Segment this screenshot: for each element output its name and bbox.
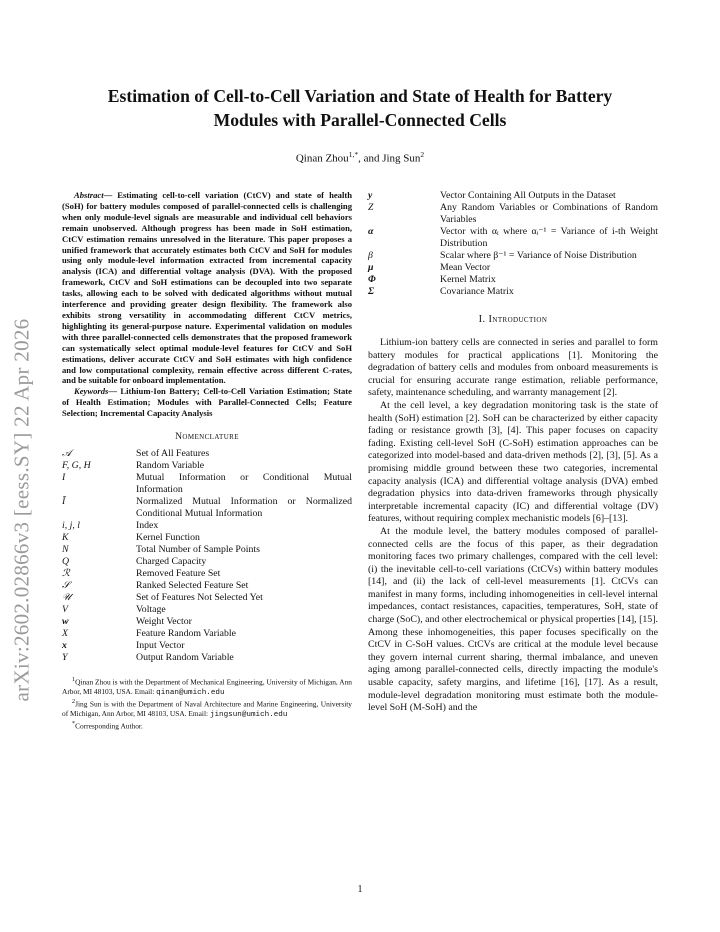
nomenclature-symbol: Y [62, 652, 68, 664]
author-2-sup: 2 [420, 150, 425, 159]
author-2: Jing Sun [382, 152, 421, 165]
nomenclature-description: Normalized Mutual Information or Normalized Conditional Mutual Information [136, 496, 352, 520]
nomenclature-description: Kernel Matrix [440, 274, 496, 285]
nomenclature-description: Index [136, 520, 159, 532]
nomenclature-description: Scalar where β⁻¹ = Variance of Noise Distribution [440, 250, 637, 261]
author-1: Qinan Zhou [295, 152, 349, 165]
nomenclature-table-left [62, 448, 352, 664]
nomenclature-row [368, 286, 658, 298]
nomenclature-description: Kernel Function [136, 532, 200, 544]
nomenclature-row [62, 472, 352, 496]
nomenclature-row [62, 640, 352, 652]
nomenclature-row [62, 580, 352, 592]
nomenclature-symbol: Σ [368, 286, 375, 297]
nomenclature-symbol: 𝒰 [62, 592, 71, 604]
nomenclature-description: Weight Vector [136, 616, 192, 628]
intro-paragraph-1: Lithium-ion battery cells are connected in series and parallel to form battery modules for practical applications [1]. Monitoring the degradation of battery cells and modules from onboard measurements is crucial for ensuring accurate range estimation, reliable performance, safety, maintenance scheduling, and warranty management [2]. [368, 337, 658, 399]
nomenclature-row [62, 520, 352, 532]
nomenclature-row [368, 190, 658, 202]
author-line [70, 150, 650, 165]
nomenclature-symbol: w [62, 616, 69, 628]
nomenclature-symbol: 𝒮 [62, 580, 70, 592]
footnote-2-email[interactable]: jingsun@umich.edu [209, 710, 288, 719]
footnote-2-text: Jing Sun is with the Department of Naval Architecture and Marine Engineering, University of Michigan, Ann Arbor, MI 48103, USA. Email: [62, 699, 352, 718]
nomenclature-row [62, 568, 352, 580]
introduction-heading: I. Introduction [478, 314, 548, 325]
nomenclature-symbol: α [368, 226, 374, 237]
nomenclature-row [368, 274, 658, 286]
nomenclature-row [62, 616, 352, 628]
nomenclature-description: Charged Capacity [136, 556, 207, 568]
nomenclature-symbol: Φ [368, 274, 376, 285]
nomenclature-row [368, 202, 658, 226]
arxiv-stamp [2, 300, 42, 720]
nomenclature-row [62, 460, 352, 472]
footnote-2 [62, 698, 352, 720]
keywords-text: — Lithium-Ion Battery; Cell-to-Cell Variation Estimation; State of Health Estimation; Modules with Parallel-Connected Cells; Feature Selection; Incremental Capacity Analysis [62, 386, 352, 419]
footnote-1-text: Qinan Zhou is with the Department of Mechanical Engineering, University of Michigan, Ann Arbor, MI 48103, USA. Email: [62, 677, 352, 696]
right-column [368, 190, 658, 715]
nomenclature-description: Random Variable [136, 460, 205, 472]
nomenclature-row [62, 532, 352, 544]
nomenclature-description: Vector with αᵢ where αᵢ⁻¹ = Variance of i-th Weight Distribution [440, 226, 658, 249]
nomenclature-row [62, 496, 352, 520]
abstract-label: Abstract [74, 190, 104, 200]
nomenclature-symbol: i, j, l [62, 520, 80, 532]
nomenclature-symbol: μ [368, 262, 374, 273]
keywords [62, 386, 352, 419]
arxiv-stamp-text: arXiv:2602.02866v3 [eess.SY] 22 Apr 2026 [9, 318, 34, 702]
nomenclature-symbol: Q [62, 556, 70, 568]
nomenclature-heading: Nomenclature [175, 431, 239, 443]
keywords-label: Keywords [74, 386, 109, 397]
nomenclature-symbol: Z [368, 202, 374, 213]
author-1-sup: 1,* [348, 150, 359, 159]
footnote-3 [62, 720, 352, 731]
nomenclature-description: Set of Features Not Selected Yet [136, 592, 263, 604]
nomenclature-description: Vector Containing All Outputs in the Dataset [440, 190, 616, 201]
title-line-1: Estimation of Cell-to-Cell Variation and State of Health for Battery [107, 86, 613, 106]
nomenclature-symbol: X [62, 628, 68, 640]
nomenclature-symbol: V [62, 604, 68, 616]
nomenclature-row [368, 226, 658, 250]
intro-paragraph-3: At the module level, the battery modules composed of parallel-connected cells are the focus of this paper, as their degradation monitoring faces two primary challenges, compared with the cell level: (i) the inevitable cell-to-cell variations (CtCVs) within battery modules [14], and (ii) the lack of cell-level measurements [1]. CtCVs can manifest in many forms, including inhomogeneities in cell-level internal impedances, contact resistances, capacities, temperatures, SoH, state of charge (SoC), and other electrochemical or physical properties [14], [15]. Among these inhomogeneities, this paper focuses specifically on the CtCV in C-SoH values. CtCVs are critical at the module level because they govern internal current sharing, thermal imbalance, and uneven aging among parallel-connected cells, directly impacting the module's usable capacity, safety margins, and lifetime [16], [17]. As a result, module-level degradation monitoring must estimate both the module-level SoH (M-SoH) and the [368, 525, 658, 714]
nomenclature-description: Mean Vector [440, 262, 491, 273]
nomenclature-symbol: I [62, 472, 66, 484]
nomenclature-symbol: K [62, 532, 69, 544]
nomenclature-symbol: ℛ [62, 568, 70, 580]
paper-title [70, 84, 650, 132]
page-number: 1 [357, 884, 363, 895]
abstract-text: — Estimating cell-to-cell variation (CtCV) and state of health (SoH) for battery modules composed of parallel-connected cells is challenging when only module-level signals are measurable and individual cell behaviors remain unobserved. Although progress has been made in SoH estimation, CtCV estimation remains unresolved in the literature. This paper proposes a unified framework that accurately estimates both CtCV and SoH for modules using only module-level information extracted from incremental capacity analysis (ICA) and differential voltage analysis (DVA). With the proposed framework, CtCV and SoH estimations can be decoupled into two separate tasks, allowing each to be solved with dedicated algorithms without mutual interference and providing greater design flexibility. The framework also exhibits strong versatility in accommodating different CtCV metrics, highlighting its general-purpose nature. Experimental validation on modules with three parallel-connected cells demonstrates that the proposed framework can systematically select optimal module-level features for CtCV and SoH estimations, deliver accurate CtCV and SoH estimates with high confidence and low computational complexity, remain effective across different C-rates, and be suitable for onboard implementation. [62, 190, 352, 386]
nomenclature-symbol: F, G, H [62, 460, 91, 472]
footnote-2-sup: 2 [72, 698, 76, 705]
abstract [62, 190, 352, 386]
nomenclature-description: Covariance Matrix [440, 286, 514, 297]
nomenclature-row [62, 604, 352, 616]
nomenclature-row [62, 652, 352, 664]
nomenclature-description: Voltage [136, 604, 166, 616]
nomenclature-row [62, 556, 352, 568]
nomenclature-description: Total Number of Sample Points [136, 544, 260, 556]
nomenclature-description: Output Random Variable [136, 652, 234, 664]
left-column [62, 190, 352, 730]
footnote-3-text: Corresponding Author. [75, 721, 143, 731]
title-line-2: Modules with Parallel-Connected Cells [213, 110, 507, 130]
author-connector: , and [358, 152, 383, 165]
footnote-1 [62, 676, 352, 698]
nomenclature-row [368, 262, 658, 274]
footnote-1-sup: 1 [72, 677, 76, 684]
nomenclature-symbol: β [368, 250, 373, 261]
introduction-body [368, 337, 658, 715]
intro-paragraph-2: At the cell level, a key degradation monitoring task is the state of health (SoH) estimation [2]. SoH can be characterized by either capacity fading or resistance growth [3], [4]. This paper focuses on capacity fading. Existing cell-level SoH (C-SoH) estimation approaches can be categorized into model-based and data-driven methods [2], [3], [5]. As a promising middle ground between these two categories, incremental capacity analysis (ICA) and differential voltage analysis (DVA) embed degradation physics into data-driven frameworks through physically interpretable incremental capacity (IC) and differential voltage (DV) features, without requiring complex mechanistic models [6]–[13]. [368, 399, 658, 525]
nomenclature-description: Any Random Variables or Combinations of Random Variables [440, 202, 658, 225]
nomenclature-symbol: Ĩ [62, 496, 66, 508]
footnote-3-sup: * [72, 720, 76, 727]
nomenclature-table-right [368, 190, 658, 298]
nomenclature-row [368, 250, 658, 262]
footnote-1-email[interactable]: qinan@umich.edu [156, 688, 225, 697]
nomenclature-row [62, 448, 352, 460]
nomenclature-symbol: 𝒜 [62, 448, 72, 460]
nomenclature-row [62, 592, 352, 604]
nomenclature-row [62, 628, 352, 640]
nomenclature-symbol: x [62, 640, 67, 652]
nomenclature-symbol: y [368, 190, 373, 201]
nomenclature-description: Input Vector [136, 640, 185, 652]
nomenclature-description: Mutual Information or Conditional Mutual Information [136, 472, 352, 496]
nomenclature-description: Set of All Features [136, 448, 210, 460]
nomenclature-row [62, 544, 352, 556]
nomenclature-symbol: N [62, 544, 69, 556]
nomenclature-description: Feature Random Variable [136, 628, 236, 640]
footnotes [62, 676, 352, 730]
nomenclature-description: Removed Feature Set [136, 568, 221, 580]
nomenclature-description: Ranked Selected Feature Set [136, 580, 249, 592]
